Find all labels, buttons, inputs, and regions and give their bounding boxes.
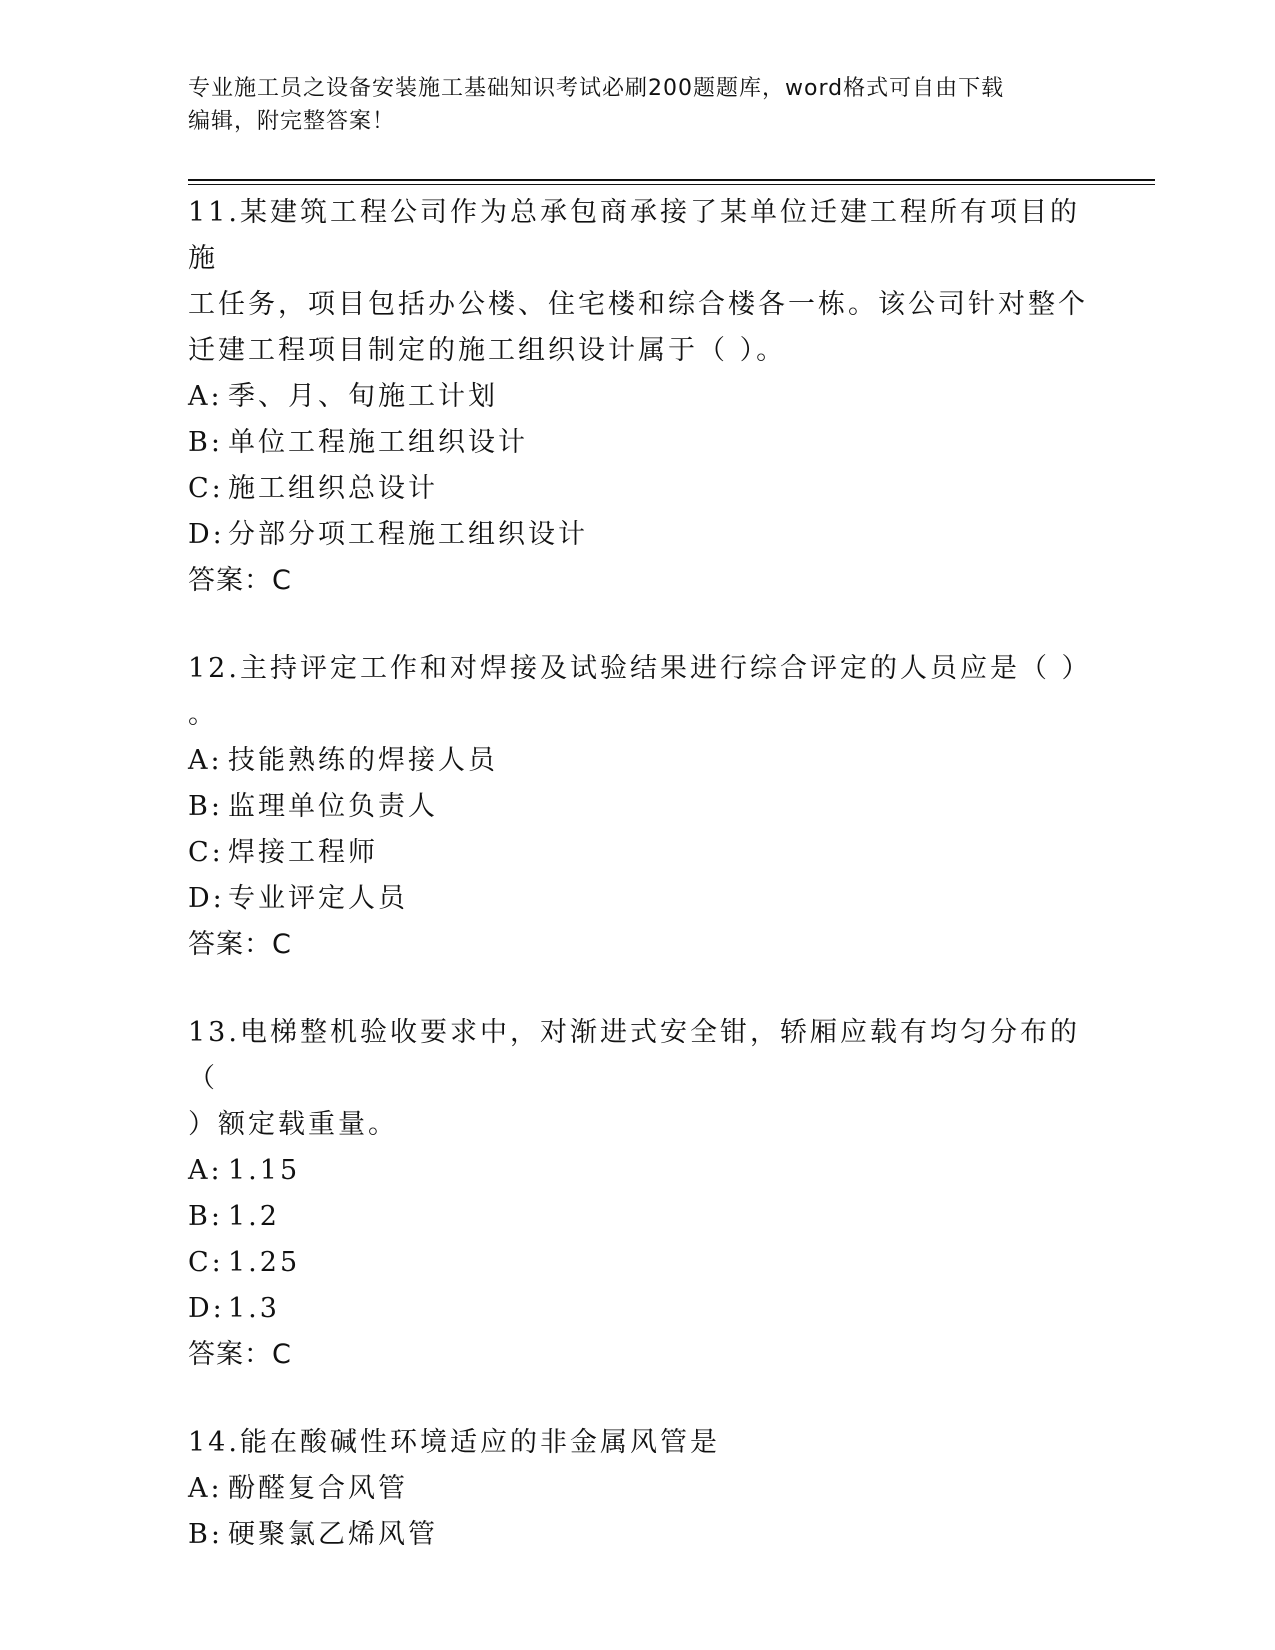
option-text: 施工组织总设计 [228, 473, 438, 504]
header-line-2: 编辑，附完整答案！ [188, 109, 396, 134]
option-text: 单位工程施工组织设计 [228, 427, 528, 458]
question-list [188, 190, 1092, 1600]
question-text [188, 190, 1088, 374]
option-d [188, 876, 1088, 922]
option-d [188, 512, 1088, 558]
option-d [188, 1286, 1088, 1332]
option-text: 酚醛复合风管 [228, 1473, 408, 1504]
question-line: 14.能在酸碱性环境适应的非金属风管是 [188, 1427, 720, 1458]
option-c [188, 830, 1088, 876]
option-a [188, 738, 1088, 784]
question-line: ）额定载重量。 [188, 1109, 398, 1140]
question-14 [188, 1420, 1088, 1558]
option-text: 1.25 [228, 1247, 301, 1278]
option-a [188, 1466, 1088, 1512]
option-text: 1.15 [228, 1155, 301, 1186]
option-letter: B: [188, 791, 223, 822]
option-text: 1.3 [228, 1293, 280, 1324]
question-line: 12.主持评定工作和对焊接及试验结果进行综合评定的人员应是（ ） [188, 653, 1092, 684]
option-text: 硬聚氯乙烯风管 [228, 1519, 438, 1550]
option-letter: C: [188, 473, 224, 504]
question-line: 迁建工程项目制定的施工组织设计属于（ ）。 [188, 335, 787, 366]
document-header [188, 72, 1088, 138]
option-a [188, 1148, 1088, 1194]
question-13 [188, 1010, 1088, 1378]
question-line: 。 [188, 699, 218, 730]
option-text: 季、月、旬施工计划 [228, 381, 498, 412]
question-11 [188, 190, 1088, 604]
question-text [188, 646, 1092, 738]
answer: 答案：C [188, 1339, 292, 1370]
question-line: 11.某建筑工程公司作为总承包商承接了某单位迁建工程所有项目的施 [188, 197, 1080, 274]
option-letter: B: [188, 1519, 223, 1550]
option-text: 技能熟练的焊接人员 [228, 745, 498, 776]
answer: 答案：C [188, 565, 292, 596]
option-letter: D: [188, 519, 225, 550]
question-line: 13.电梯整机验收要求中，对渐进式安全钳，轿厢应载有均匀分布的（ [188, 1017, 1080, 1094]
header-divider-thin [188, 184, 1155, 185]
option-letter: D: [188, 1293, 225, 1324]
question-text [188, 1420, 1088, 1466]
question-line: 工任务，项目包括办公楼、住宅楼和综合楼各一栋。该公司针对整个 [188, 289, 1088, 320]
option-b [188, 1194, 1088, 1240]
option-letter: A: [188, 381, 223, 412]
question-text [188, 1010, 1088, 1148]
option-letter: B: [188, 427, 223, 458]
option-text: 分部分项工程施工组织设计 [228, 519, 588, 550]
option-text: 监理单位负责人 [228, 791, 438, 822]
option-b [188, 420, 1088, 466]
option-letter: A: [188, 745, 223, 776]
option-b [188, 784, 1088, 830]
option-text: 1.2 [228, 1201, 280, 1232]
option-text: 焊接工程师 [228, 837, 378, 868]
option-letter: D: [188, 883, 225, 914]
option-letter: A: [188, 1155, 223, 1186]
header-line-1: 专业施工员之设备安装施工基础知识考试必刷200题题库，word格式可自由下载 [188, 76, 1005, 101]
option-letter: A: [188, 1473, 223, 1504]
option-c [188, 466, 1088, 512]
option-a [188, 374, 1088, 420]
answer: 答案：C [188, 929, 292, 960]
option-letter: C: [188, 837, 224, 868]
question-12 [188, 646, 1092, 968]
option-letter: C: [188, 1247, 224, 1278]
option-b [188, 1512, 1088, 1558]
option-c [188, 1240, 1088, 1286]
option-text: 专业评定人员 [228, 883, 408, 914]
header-divider-thick [188, 179, 1155, 181]
option-letter: B: [188, 1201, 223, 1232]
